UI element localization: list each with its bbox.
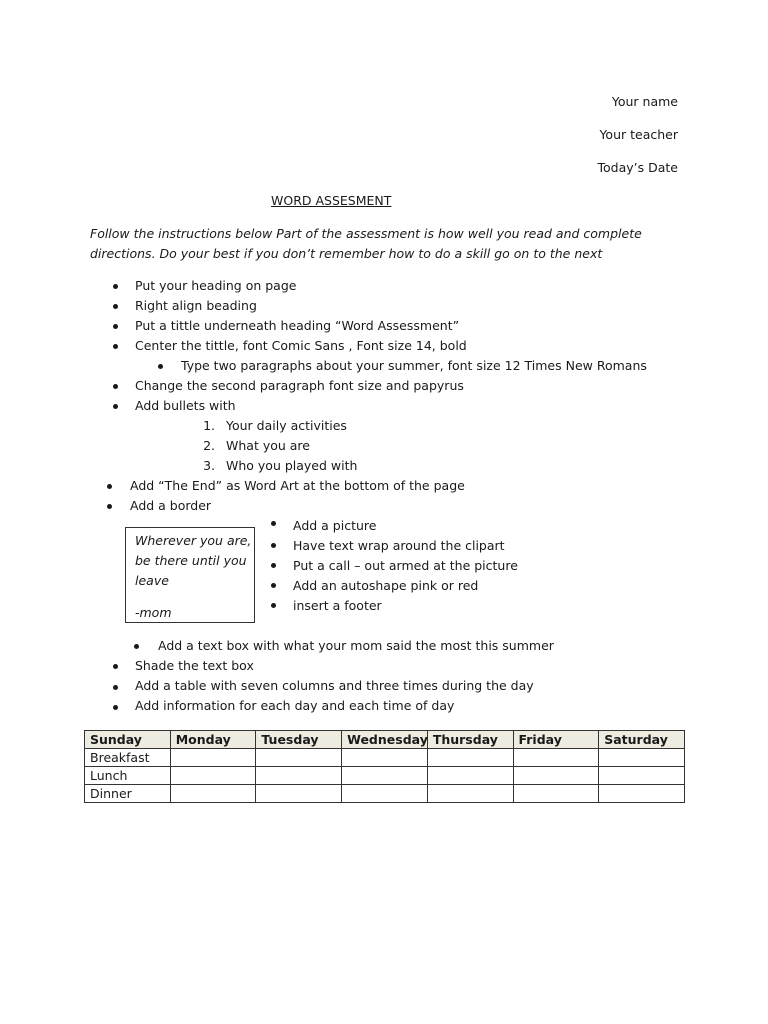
heading-name: Your name xyxy=(611,94,678,109)
bullet-icon xyxy=(113,284,118,289)
bullet-icon xyxy=(158,364,163,369)
list-item: Who you played with xyxy=(226,458,358,473)
table-cell xyxy=(342,767,428,785)
table-cell xyxy=(599,767,685,785)
list-item: Right align beading xyxy=(135,298,257,313)
list-number: 2. xyxy=(203,438,215,453)
bullet-icon xyxy=(107,484,112,489)
bullet-icon xyxy=(113,384,118,389)
bullet-icon xyxy=(113,705,118,710)
bullet-icon xyxy=(271,543,276,548)
list-item: Change the second paragraph font size and papyrus xyxy=(135,378,464,393)
table-cell xyxy=(256,767,342,785)
intro-paragraph: Follow the instructions below Part of the assessment is how well you read and complete directions. Do your best if you don’t remember how to do a skill go on to the next xyxy=(90,226,642,261)
table-cell xyxy=(513,767,599,785)
row-label: Lunch xyxy=(85,767,171,785)
table-cell xyxy=(427,767,513,785)
table-header: Friday xyxy=(513,731,599,749)
bullet-icon xyxy=(113,304,118,309)
heading-date: Today’s Date xyxy=(597,160,678,175)
list-item: Put a tittle underneath heading “Word Assessment” xyxy=(135,318,460,333)
table-cell xyxy=(599,785,685,803)
table-cell xyxy=(256,749,342,767)
list-item: Add a text box with what your mom said the most this summer xyxy=(158,638,554,653)
document-title: WORD ASSESMENT xyxy=(271,193,392,208)
bullet-icon xyxy=(113,344,118,349)
table-header: Thursday xyxy=(427,731,513,749)
bullet-icon xyxy=(271,521,276,526)
row-label: Breakfast xyxy=(85,749,171,767)
list-number: 1. xyxy=(203,418,215,433)
quote-signature: -mom xyxy=(135,605,172,620)
bullet-icon xyxy=(271,583,276,588)
bullet-icon xyxy=(113,404,118,409)
bullet-icon xyxy=(113,324,118,329)
list-item: Center the tittle, font Comic Sans , Font size 14, bold xyxy=(135,338,467,353)
list-item: Add information for each day and each time of day xyxy=(135,698,455,713)
bullet-icon xyxy=(113,664,118,669)
list-item: Add an autoshape pink or red xyxy=(293,578,479,593)
list-item: Shade the text box xyxy=(135,658,254,673)
table-row xyxy=(85,767,685,785)
bullet-icon xyxy=(107,504,112,509)
schedule-table xyxy=(84,730,685,803)
table-cell xyxy=(513,785,599,803)
list-item: What you are xyxy=(226,438,310,453)
table-cell xyxy=(170,785,256,803)
table-header: Monday xyxy=(170,731,256,749)
sub-list-item: Type two paragraphs about your summer, font size 12 Times New Romans xyxy=(181,358,647,373)
table-cell xyxy=(513,749,599,767)
bullet-icon xyxy=(113,685,118,690)
list-item: Have text wrap around the clipart xyxy=(293,538,505,553)
list-item: Put a call – out armed at the picture xyxy=(293,558,518,573)
table-cell xyxy=(342,749,428,767)
quote-line: be there until you xyxy=(135,553,247,568)
table-row xyxy=(85,749,685,767)
list-number: 3. xyxy=(203,458,215,473)
list-item: Add “The End” as Word Art at the bottom of the page xyxy=(130,478,465,493)
quote-line: leave xyxy=(135,573,169,588)
table-row xyxy=(85,785,685,803)
table-cell xyxy=(342,785,428,803)
list-item: Add a border xyxy=(130,498,212,513)
list-item: Add bullets with xyxy=(135,398,236,413)
table-cell xyxy=(427,785,513,803)
table-cell xyxy=(256,785,342,803)
table-header: Wednesday xyxy=(342,731,428,749)
list-item: Your daily activities xyxy=(226,418,347,433)
table-header: Saturday xyxy=(599,731,685,749)
list-item: Add a table with seven columns and three times during the day xyxy=(135,678,534,693)
list-item: Add a picture xyxy=(293,518,377,533)
quote-text-box xyxy=(125,527,255,623)
bullet-icon xyxy=(134,644,139,649)
table-header-row xyxy=(85,731,685,749)
bullet-icon xyxy=(271,563,276,568)
heading-teacher: Your teacher xyxy=(599,127,678,142)
quote-line: Wherever you are, xyxy=(135,533,252,548)
list-item: insert a footer xyxy=(293,598,382,613)
table-cell xyxy=(599,749,685,767)
row-label: Dinner xyxy=(85,785,171,803)
table-cell xyxy=(170,767,256,785)
table-header: Sunday xyxy=(85,731,171,749)
bullet-icon xyxy=(271,603,276,608)
table-header: Tuesday xyxy=(256,731,342,749)
table-cell xyxy=(427,749,513,767)
table-cell xyxy=(170,749,256,767)
list-item: Put your heading on page xyxy=(135,278,297,293)
